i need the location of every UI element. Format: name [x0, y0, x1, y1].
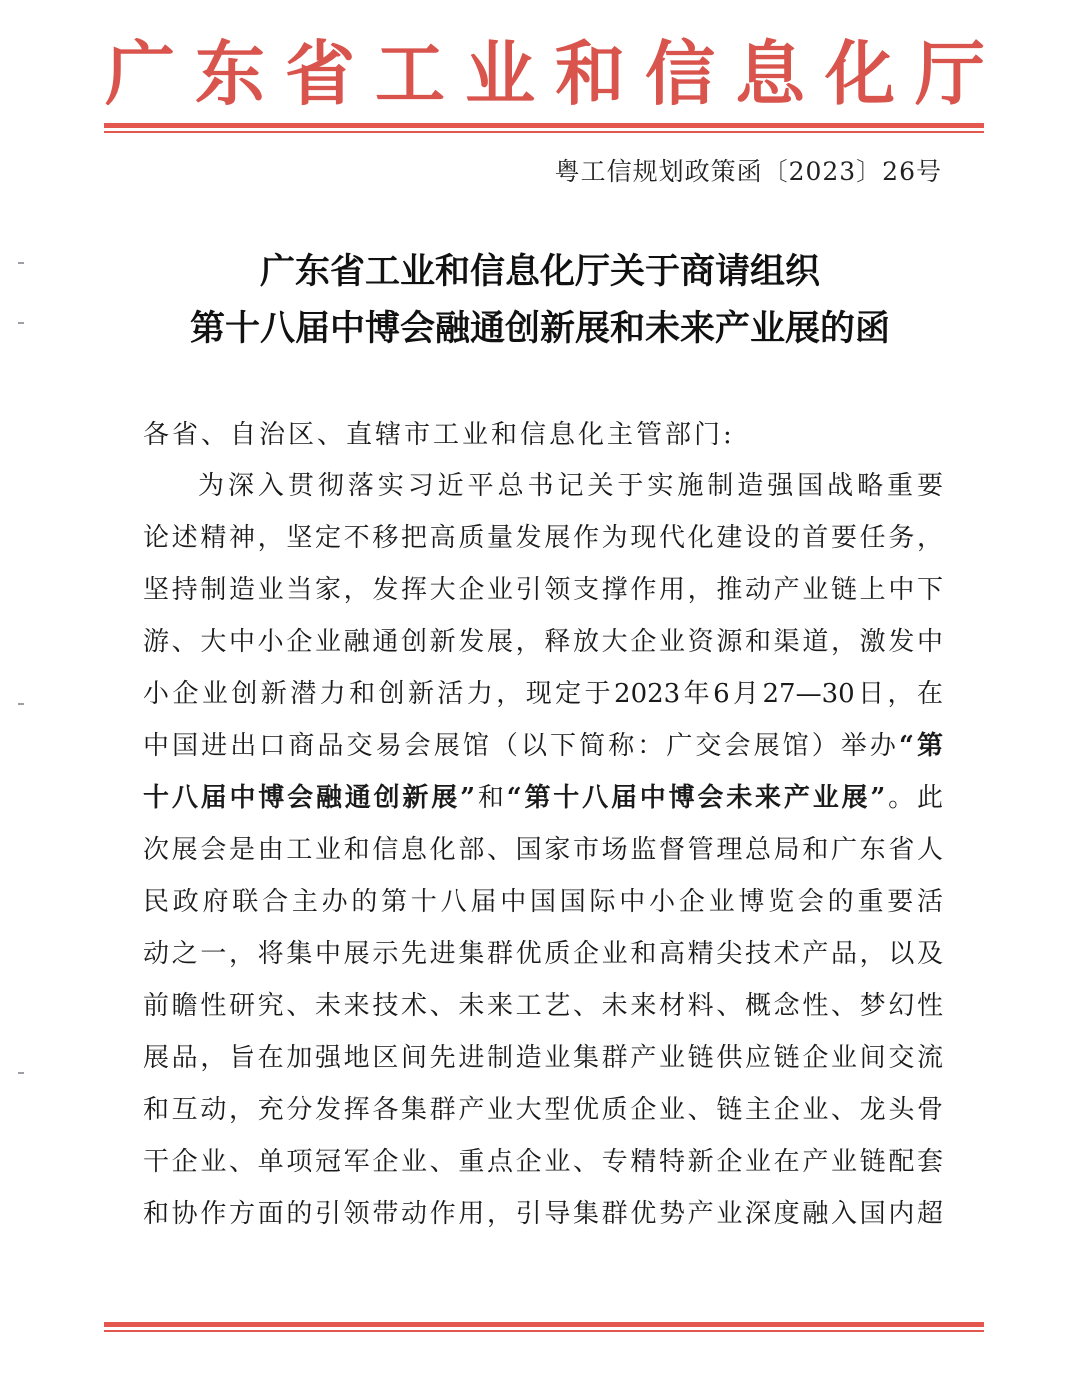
body-line: 游、大中小企业融通创新发展，释放大企业资源和渠道，激发中 [143, 627, 943, 657]
body-text-segment: 和 [475, 783, 507, 813]
document-number: 粤工信规划政策函〔2023〕26号 [554, 157, 942, 186]
letterhead-char: 厅 [915, 33, 985, 115]
body-line: 坚持制造业当家，发挥大企业引领支撑作用，推动产业链上中下 [143, 575, 943, 605]
letterhead-char: 化 [825, 33, 895, 115]
body-line: 展品，旨在加强地区间先进制造业集群产业链供应链企业间交流 [143, 1043, 943, 1073]
exhibition-name-bold: 十八届中博会融通创新展” [143, 783, 476, 813]
body-line: 论述精神，坚定不移把高质量发展作为现代化建设的首要任务， [143, 523, 943, 553]
body-line: 民政府联合主办的第十八届中国国际中小企业博览会的重要活 [143, 887, 943, 917]
body-text-segment: 中国进出口商品交易会展馆（以下简称：广交会展馆）举办 [143, 731, 899, 761]
body-line: 动之一，将集中展示先进集群优质企业和高精尖技术产品，以及 [143, 939, 943, 969]
letterhead-char: 息 [735, 33, 805, 115]
body-line: 和协作方面的引领带动作用，引导集群优势产业深度融入国内超 [143, 1199, 943, 1229]
binding-mark [18, 1072, 24, 1074]
body-line: 次展会是由工业和信息化部、国家市场监督管理总局和广东省人 [143, 835, 943, 865]
exhibition-name-bold: “第 [898, 731, 943, 761]
letterhead-char: 和 [555, 33, 625, 115]
body-line: 干企业、单项冠军企业、重点企业、专精特新企业在产业链配套 [143, 1147, 943, 1177]
document-title-line-1: 广东省工业和信息化厅关于商请组织 [259, 251, 820, 292]
binding-mark [18, 322, 24, 324]
salutation: 各省、自治区、直辖市工业和信息化主管部门: [143, 420, 735, 450]
rule-thick-line [104, 123, 984, 128]
body-line: 和互动，充分发挥各集群产业大型优质企业、链主企业、龙头骨 [143, 1095, 943, 1125]
body-text-segment: 。此 [885, 783, 943, 813]
letterhead-char: 广 [105, 33, 175, 115]
letterhead-char: 工 [375, 33, 445, 115]
body-line: 前瞻性研究、未来技术、未来工艺、未来材料、概念性、梦幻性 [143, 991, 943, 1021]
letterhead-char: 东 [195, 33, 265, 115]
binding-mark [18, 262, 24, 264]
body-line: 小企业创新潜力和创新活力，现定于2023年6月27—30日，在 [143, 679, 943, 709]
letterhead-title [105, 34, 985, 114]
body-line [143, 778, 943, 818]
rule-thin-line [104, 1330, 984, 1332]
letterhead-char: 业 [465, 33, 535, 115]
binding-mark [18, 703, 24, 705]
letterhead-rule [104, 123, 984, 133]
exhibition-name-bold: “第十八届中博会未来产业展” [506, 783, 886, 813]
letterhead-char: 省 [285, 33, 355, 115]
document-title-line-2: 第十八届中博会融通创新展和未来产业展的函 [189, 308, 890, 349]
body-line [143, 726, 943, 766]
rule-thick-line [104, 1322, 984, 1327]
rule-thin-line [104, 131, 984, 133]
body-line: 为深入贯彻落实习近平总书记关于实施制造强国战略重要 [198, 471, 943, 501]
footer-rule [104, 1322, 984, 1332]
letterhead-char: 信 [645, 33, 715, 115]
